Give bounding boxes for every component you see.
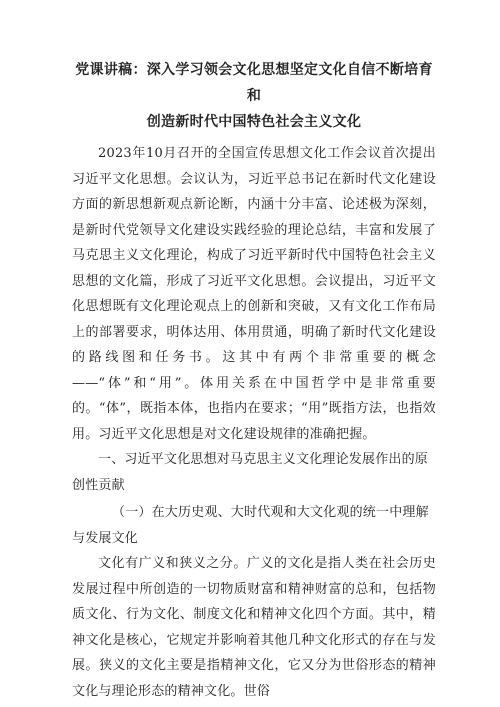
document-title: [72, 57, 436, 135]
paragraph-intro: 2023年10月召开的全国宣传思想文化工作会议首次提出习近平文化思想。会议认为，习近平总书记在新时代文化建设方面的新思想新观点新论断，内涵十分丰富、论述极为深刻，是新时代党领导文化建设实践经验的理论总结，丰富和发展了马克思主义文化理论，构成了习近平新时代中国特色社会主义思想的文化篇，形成了习近平文化思想。会议提出，习近平文化思想既有文化理论观点上的创新和突破，又有文化工作布局上的部署要求，明体达用、体用贯通，明确了新时代文化建设的路线图和任务书。这其中有两个非常重要的概念——“体”和“用”。体用关系在中国哲学中是非常重要的。“体”，既指本体，也指内在要求；“用”既指方法，也指效用。习近平文化思想是对文化建设规律的准确把握。: [72, 146, 436, 442]
paragraph-culture-definition: 文化有广义和狭义之分。广义的文化是指人类在社会历史发展过程中所创造的一切物质财富和精神财富的总和，包括物质文化、行为文化、制度文化和精神文化四个方面。其中，精神文化是核心，它规定并影响着其他几种文化形式的存在与发展。狭义的文化主要是指精神文化，它又分为世俗形态的精神文化与理论形态的精神文化。世俗: [72, 556, 436, 699]
title-line-1: 党课讲稿：深入学习领会文化思想坚定文化自信不断培育和: [75, 62, 433, 104]
section-heading-1: 一、习近平文化思想对马克思主义文化理论发展作出的原创性贡献: [72, 452, 429, 493]
title-line-2: 创造新时代中国特色社会主义文化: [146, 114, 362, 130]
subsection-heading-1: （一）在大历史观、大时代观和大文化观的统一中理解与发展文化: [72, 505, 429, 546]
